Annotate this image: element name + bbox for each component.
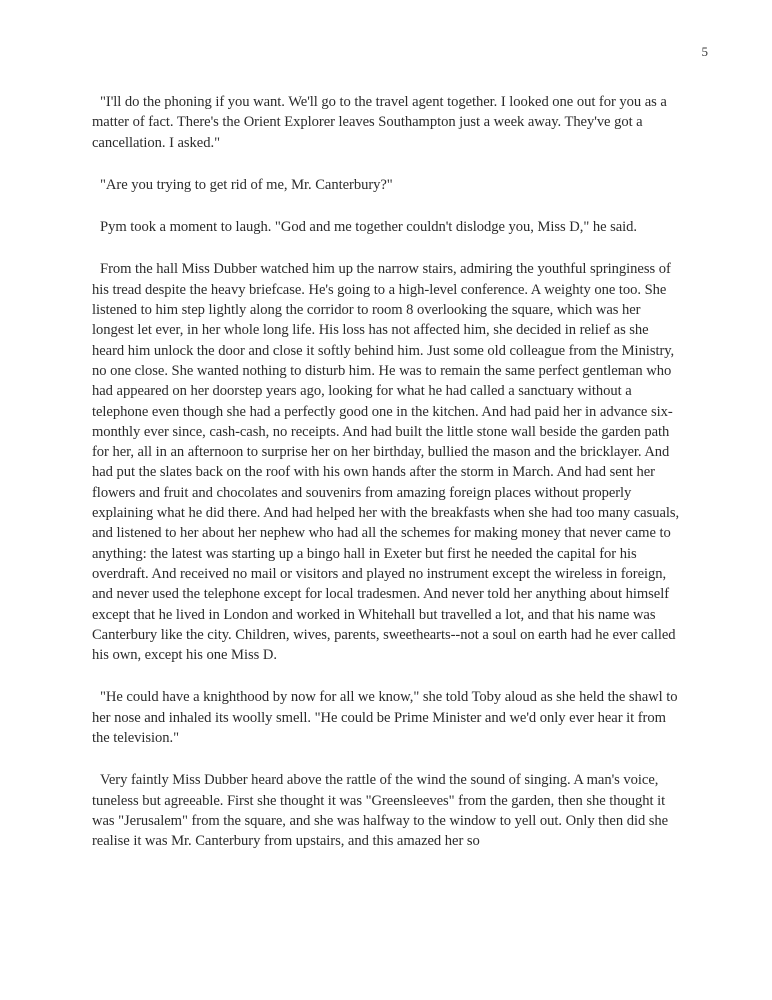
paragraph-pym-laughs: Pym took a moment to laugh. "God and me together couldn't dislodge you, Miss D," he said. [100, 219, 638, 236]
paragraph-travel-agent: "I'll do the phoning if you want. We'll go to the travel agent together. I looked one out for you as a matter of fact. There's the Orient Explorer leaves Southampton just a week away. They've got a cancellation. I asked." [92, 94, 667, 151]
paragraph-get-rid-of-me: "Are you trying to get rid of me, Mr. Canterbury?" [100, 176, 393, 193]
page-number: 5 [701, 44, 708, 59]
paragraph-singing: Very faintly Miss Dubber heard above the rattle of the wind the sound of singing. A man's voice, tuneless but agreeable. First she thought it was "Greensleeves" from the garden, then she thought it was "Jerusalem" from the square, and she was halfway to the window to yell out. Only then did she realise it was Mr. Canterbury from upstairs, and this amazed her so [92, 772, 669, 850]
paragraph-knighthood: "He could have a knighthood by now for all we know," she told Toby aloud as she held the shawl to her nose and inhaled its woolly smell. "He could be Prime Minister and we'd only ever hear it from the television." [92, 689, 678, 747]
body-text [92, 92, 682, 874]
paragraph-miss-dubber-watched: From the hall Miss Dubber watched him up the narrow stairs, admiring the youthful springiness of his tread despite the heavy briefcase. He's going to a high-level conference. A weighty one too. She listened to him step lightly along the corridor to room 8 overlooking the square, which was her longest let ever, in her whole long life. His loss has not affected him, she decided in relief as she heard him unlock the door and close it softly behind him. Just some old colleague from the Ministry, no one close. She wanted nothing to disturb him. He was to remain the same perfect gentleman who had appeared on her doorstep years ago, looking for what he had called a sanctuary without a telephone even though she had a perfectly good one in the kitchen. And had paid her in advance six-monthly ever since, cash-cash, no receipts. And had built the little stone wall beside the garden path for her, all in an afternoon to surprise her on her birthday, bullied the mason and the bricklayer. And had put the slates back on the roof with his own hands after the storm in March. And had sent her flowers and fruit and chocolates and souvenirs from amazing foreign places without properly explaining what he did there. And had helped her with the breakfasts when she had too many casuals, and listened to her about her nephew who had all the schemes for making money that never came to anything: the latest was starting up a bingo hall in Exeter but first he needed the capital for his overdraft. And received no mail or visitors and played no instrument except the wireless in foreign, and never used the telephone except for local tradesmen. And never told her anything about himself except that he lived in London and worked in Whitehall but travelled a lot, and that his name was Canterbury like the city. Children, wives, parents, sweethearts--not a soul on earth had he ever called his own, except his one Miss D. [92, 261, 680, 664]
